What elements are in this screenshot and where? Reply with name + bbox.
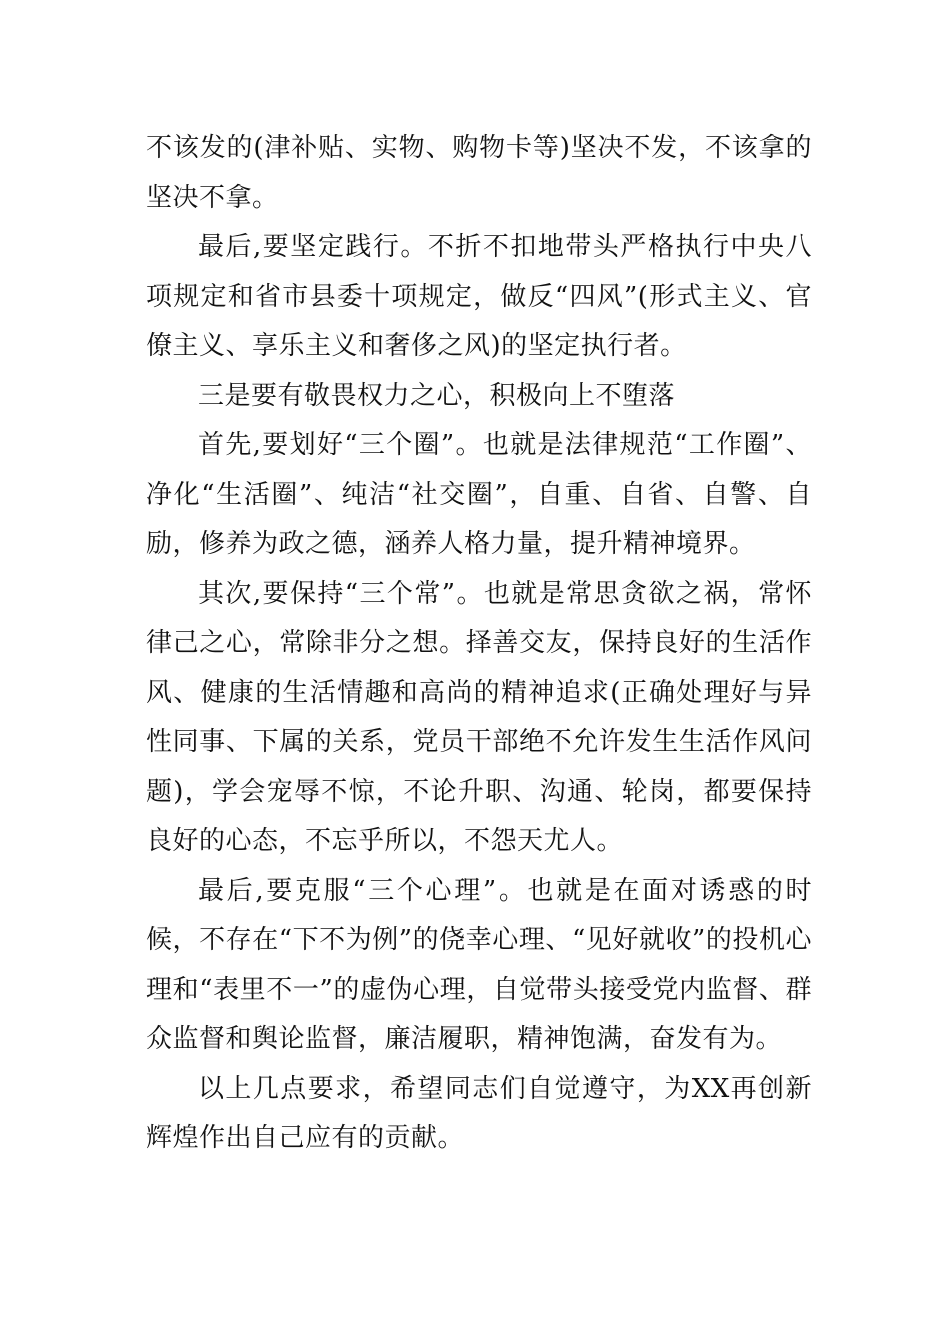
paragraph-continuation: 不该发的(津补贴、实物、购物卡等)坚决不发，不该拿的坚决不拿。	[146, 133, 812, 213]
document-body	[146, 124, 812, 1164]
section-heading: 三是要有敬畏权力之心，积极向上不堕落	[198, 380, 676, 411]
paragraph-three-constants: 其次,要保持“三个常”。也就是常思贪欲之祸，常怀律己之心，常除非分之想。择善交友，保持良好的生活作风、健康的生活情趣和高尚的精神追求(正确处理好与异性同事、下属的关系，党员干部绝不允许发生生活作风问题)，学会宠辱不惊，不论升职、沟通、轮岗，都要保持良好的心态，不忘乎所以，不怨天尤人。	[146, 578, 812, 856]
paragraph-three-mentalities: 最后,要克服“三个心理”。也就是在面对诱惑的时候，不存在“下不为例”的侥幸心理、“见好就收”的投机心理和“表里不一”的虚伪心理，自觉带头接受党内监督、群众监督和舆论监督，廉洁履职，精神饱满，奋发有为。	[146, 875, 812, 1054]
paragraph-three-circles: 首先,要划好“三个圈”。也就是法律规范“工作圈”、净化“生活圈”、纯洁“社交圈”，自重、自省、自警、自励，修养为政之德，涵养人格力量，提升精神境界。	[146, 430, 812, 559]
paragraph-closing: 以上几点要求，希望同志们自觉遵守，为XX再创新辉煌作出自己应有的贡献。	[146, 1073, 812, 1153]
paragraph-practice: 最后,要坚定践行。不折不扣地带头严格执行中央八项规定和省市县委十项规定，做反“四风”(形式主义、官僚主义、享乐主义和奢侈之风)的坚定执行者。	[146, 232, 812, 361]
